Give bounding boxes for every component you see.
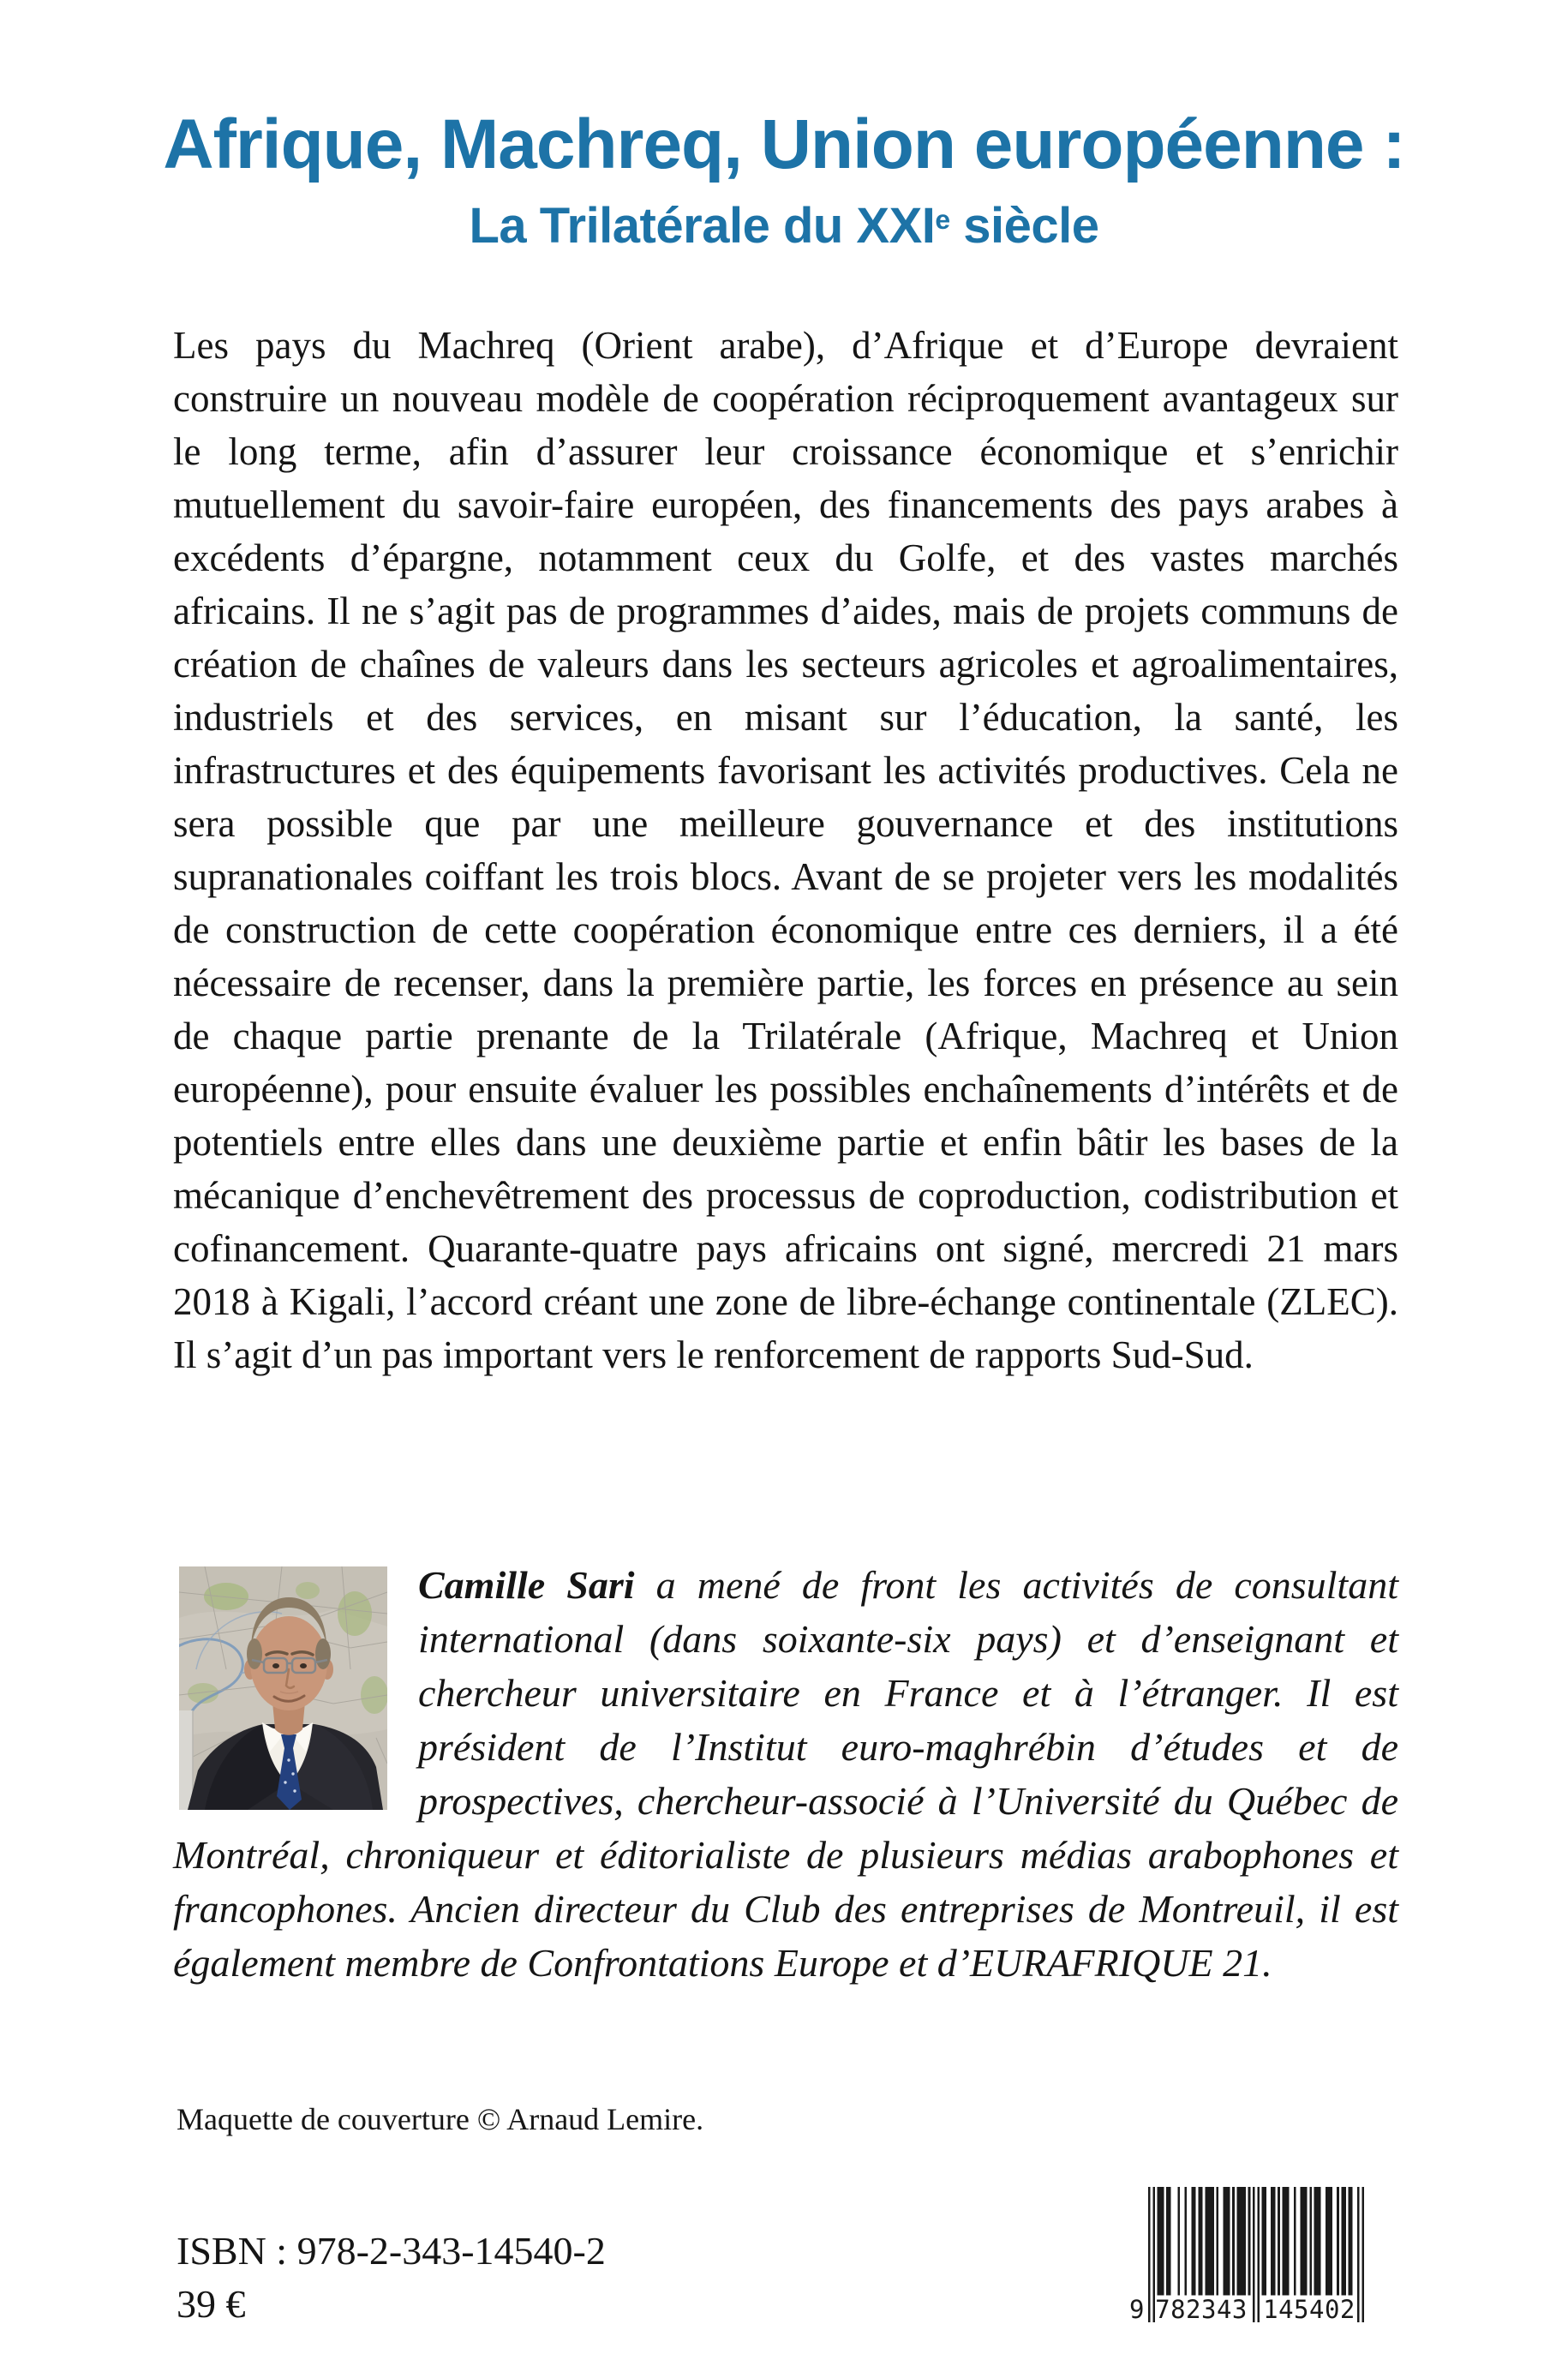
price: 39 € [177, 2282, 246, 2326]
author-name: Camille Sari [418, 1563, 635, 1607]
author-bio-section [173, 1558, 1398, 1990]
author-photo [179, 1566, 387, 1810]
book-title: Afrique, Machreq, Union européenne : [163, 105, 1405, 183]
isbn-number: ISBN : 978-2-343-14540-2 [177, 2229, 606, 2273]
cover-credit: Maquette de couverture © Arnaud Lemire. [177, 2102, 704, 2136]
barcode [1128, 2187, 1385, 2322]
title-block [0, 105, 1568, 255]
subtitle-superscript: e [935, 204, 950, 236]
synopsis-paragraph: Les pays du Machreq (Orient arabe), d’Afrique et d’Europe devraient construire un nouveau modèle de coopération réciproquement avantageux sur le long terme, afin d’assurer leur croissance économique et s’enrichir mutuellement du savoir-faire européen, des financements des pays arabes à excédents d’épargne, notamment ceux du Golfe, et des vastes marchés africains. Il ne s’agit pas de programmes d’aides, mais de projets communs de création de chaînes de valeurs dans les secteurs agricoles et agroalimentaires, industriels et des services, en misant sur l’éducation, la santé, les infrastructures et des équipements favorisant les activités productives. Cela ne sera possible que par une meilleure gouvernance et des institutions supranationales coiffant les trois blocs. Avant de se projeter vers les modalités de construction de cette coopération économique entre ces derniers, il a été nécessaire de recenser, dans la première partie, les forces en présence au sein de chaque partie prenante de la Trilatérale (Afrique, Machreq et Union européenne), pour ensuite évaluer les possibles enchaînements d’intérêts et de potentiels entre elles dans une deuxième partie et enfin bâtir les bases de la mécanique d’enchevêtrement des processus de coproduction, codistribution et cofinancement. Quarante-quatre pays africains ont signé, mercredi 21 mars 2018 à Kigali, l’accord créant une zone de libre-échange continentale (ZLEC). Il s’agit d’un pas important vers le renforcement de rapports Sud-Sud. [173, 324, 1398, 1376]
subtitle-text: La Trilatérale du XXI [469, 198, 936, 255]
barcode-digits-left: 782343 [1155, 2295, 1248, 2324]
author-bio-body: a mené de front les activités de consultant international (dans soixante-six pays) et d’enseignant et chercheur universitaire en France et à l’étranger. Il est président de l’Institut euro-maghrébin d’études et de prospectives, chercheur-associé à l’Université du Québec de Montréal, chroniqueur et éditorialiste de plusieurs médias arabophones et francophones. Ancien directeur du Club des entreprises de Montreuil, il est également membre de Confrontations Europe et d’EURAFRIQUE 21. [173, 1563, 1398, 1985]
book-subtitle [0, 198, 1568, 255]
author-portrait-illustration [179, 1566, 387, 1810]
barcode-digit-lead: 9 [1129, 2295, 1145, 2324]
barcode-digits-right: 145402 [1263, 2295, 1356, 2324]
isbn-block [177, 2225, 606, 2331]
subtitle-text-suffix: siècle [949, 198, 1099, 255]
